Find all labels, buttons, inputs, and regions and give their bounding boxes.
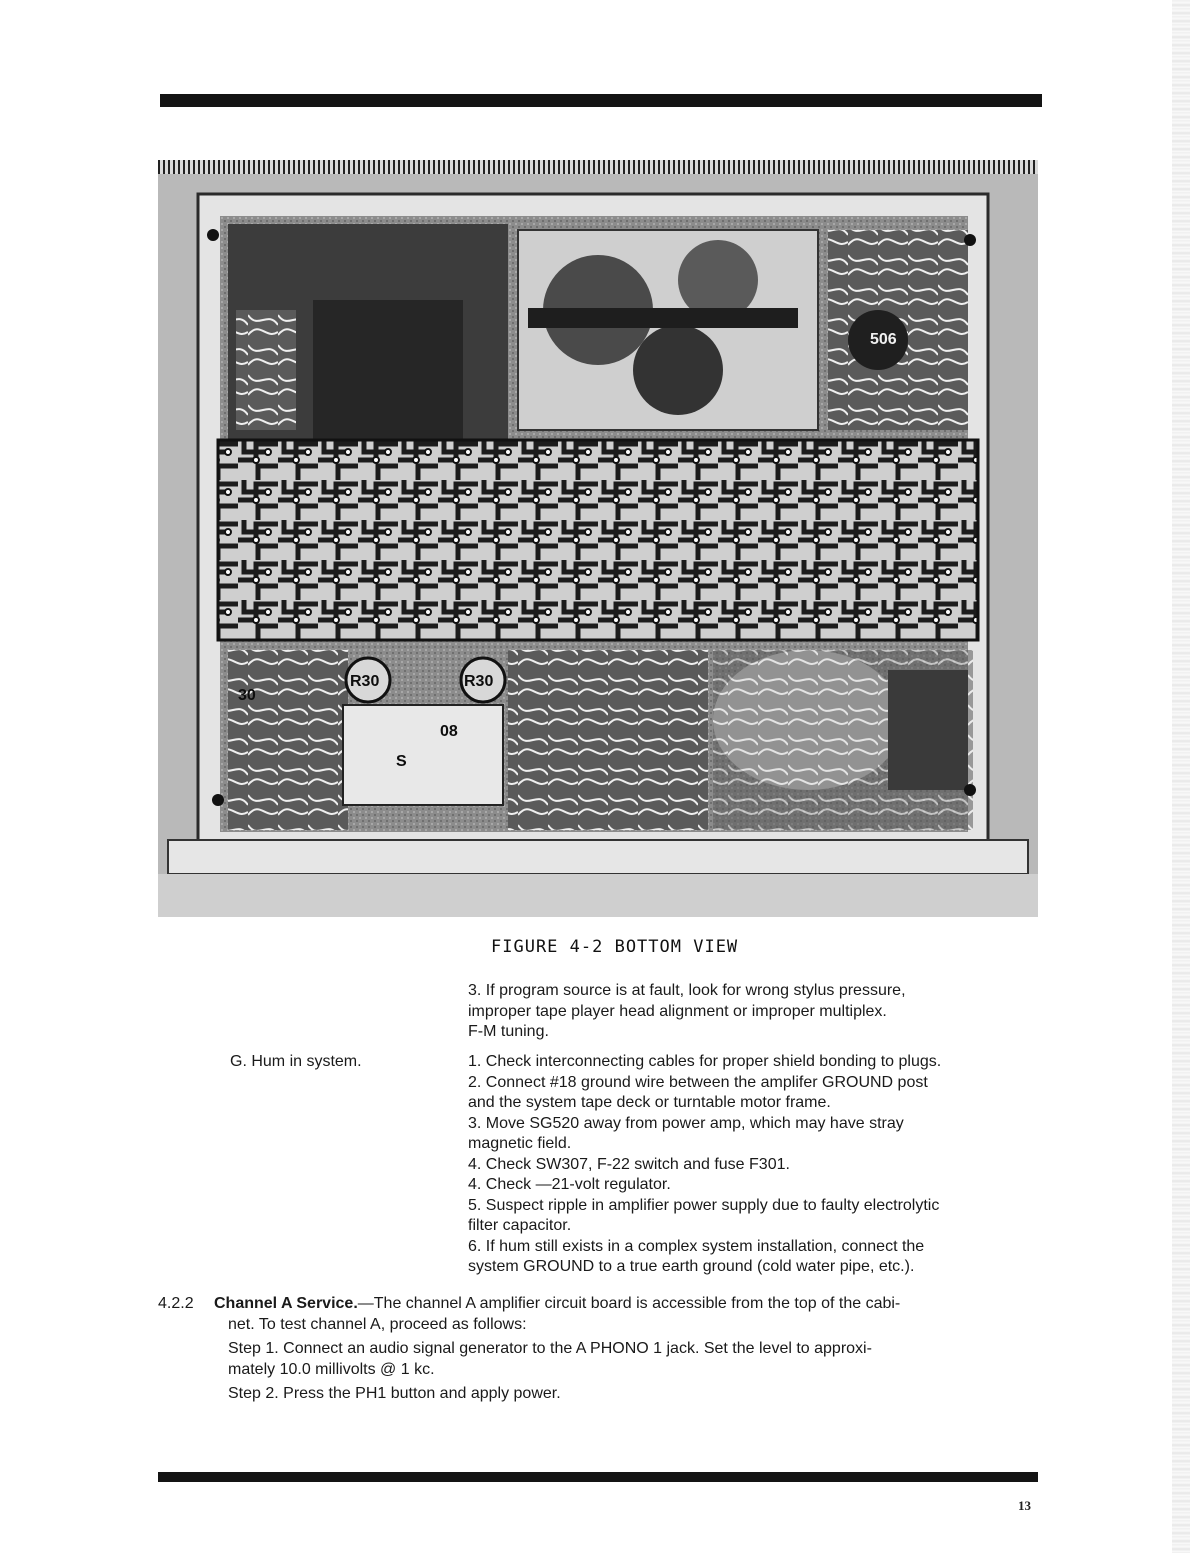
section-4-2-2 bbox=[158, 1294, 1043, 1405]
text-line: 3. If program source is at fault, look for wrong stylus pressure, bbox=[468, 982, 906, 999]
text-line: 1. Check interconnecting cables for proper shield bonding to plugs. bbox=[468, 1053, 942, 1070]
text-line: 4. Check SW307, F-22 switch and fuse F301. bbox=[468, 1155, 790, 1173]
step-1-text: Step 1. Connect an audio signal generator to the A PHONO 1 jack. Set the level to approxi- bbox=[228, 1340, 872, 1357]
chassis-photo-graphic bbox=[158, 160, 1038, 917]
text-line: 2. Connect #18 ground wire between the amplifer GROUND post bbox=[468, 1073, 928, 1091]
label-r30-left: R30 bbox=[350, 673, 380, 690]
hum-steps bbox=[468, 1052, 1043, 1278]
section-intro bbox=[158, 1294, 1043, 1315]
section-number: 4.2.2 bbox=[158, 1295, 194, 1312]
page-number: 13 bbox=[1018, 1498, 1031, 1513]
text-line: improper tape player head alignment or improper multiplex. bbox=[468, 1002, 887, 1020]
label-506: 506 bbox=[870, 331, 897, 348]
label-r30-right: R30 bbox=[464, 673, 494, 690]
text-line: system GROUND to a true earth ground (cold water pipe, etc.). bbox=[468, 1258, 915, 1275]
text-line: 4. Check —21-volt regulator. bbox=[468, 1176, 671, 1193]
label-30: 30 bbox=[238, 687, 256, 704]
bottom-view-photo bbox=[158, 160, 1038, 917]
scan-edge-artifact bbox=[1172, 0, 1190, 1553]
section-title: Channel A Service. bbox=[214, 1295, 358, 1312]
text-line: F-M tuning. bbox=[468, 1023, 549, 1040]
program-source-item bbox=[468, 981, 1043, 1043]
text-line: 6. If hum still exists in a complex system installation, connect the bbox=[468, 1237, 925, 1255]
top-rule bbox=[160, 94, 1042, 107]
text-line: and the system tape deck or turntable motor frame. bbox=[468, 1094, 831, 1111]
text-line: magnetic field. bbox=[468, 1135, 572, 1152]
figure-caption: FIGURE 4-2 BOTTOM VIEW bbox=[491, 937, 739, 957]
section-intro-text: —The channel A amplifier circuit board is accessible from the top of the cabi- bbox=[357, 1295, 901, 1312]
label-s: S bbox=[396, 753, 407, 770]
step-1-continued: mately 10.0 millivolts @ 1 kc. bbox=[228, 1360, 435, 1378]
text-line: 5. Suspect ripple in amplifier power supply due to faulty electrolytic bbox=[468, 1196, 940, 1214]
text-line: 3. Move SG520 away from power amp, which may have stray bbox=[468, 1114, 904, 1132]
section-intro-continued: net. To test channel A, proceed as follows: bbox=[228, 1315, 527, 1333]
hum-heading: G. Hum in system. bbox=[230, 1053, 362, 1070]
label-08: 08 bbox=[440, 723, 458, 740]
bottom-rule bbox=[158, 1472, 1038, 1482]
step-2-text: Step 2. Press the PH1 button and apply power. bbox=[228, 1385, 561, 1402]
text-line: filter capacitor. bbox=[468, 1217, 572, 1234]
